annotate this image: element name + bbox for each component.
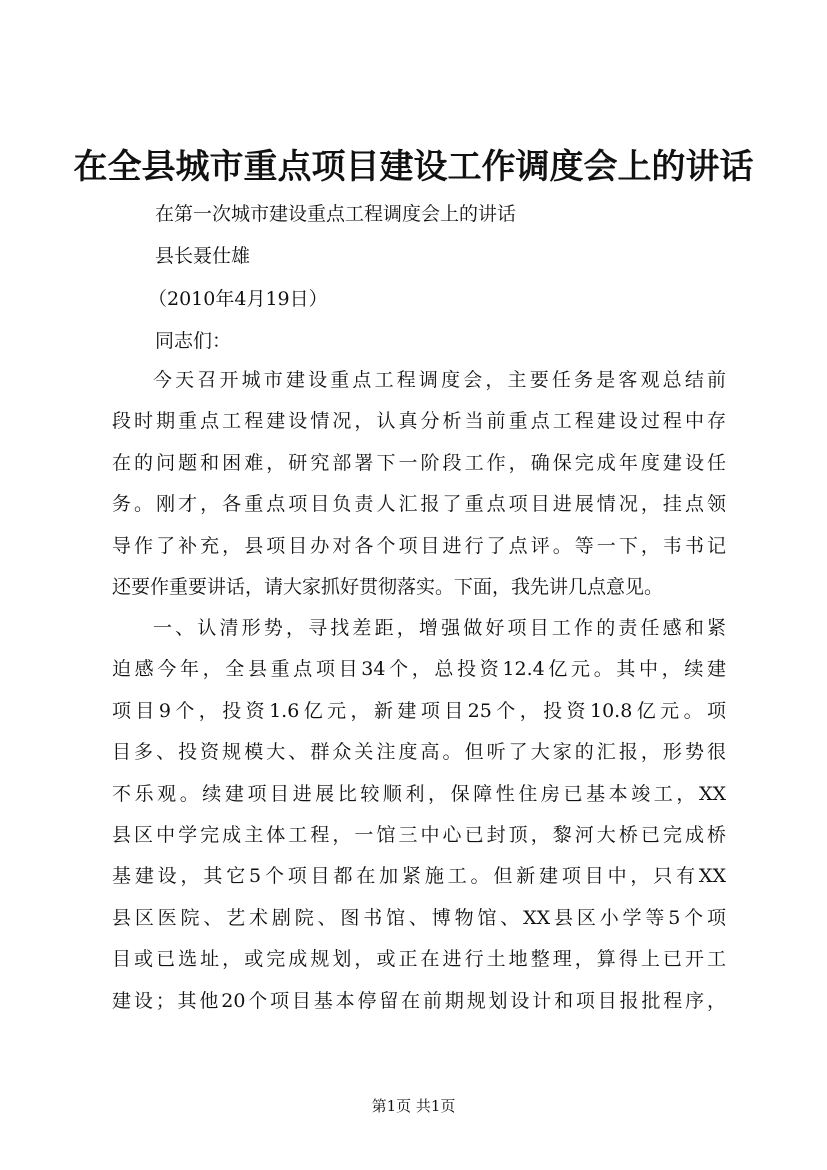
page-footer: 第1页 共1页 — [371, 1097, 456, 1115]
document-title: 在全县城市重点项目建设工作调度会上的讲话 — [73, 147, 754, 187]
paragraph-section-one — [112, 608, 726, 1022]
paragraph-line: 目多、投资规模大、群众关注度高。但听了大家的汇报，形势很 — [112, 741, 726, 764]
paragraph-line: 还要作重要讲话，请大家抓好贯彻落实。下面，我先讲几点意见。 — [112, 575, 664, 598]
paragraph-line: 不乐观。续建项目进展比较顺利，保障性住房已基本竣工，XX — [112, 782, 726, 805]
paragraph-line: 务。刚才，各重点项目负责人汇报了重点项目进展情况，挂点领 — [112, 493, 726, 516]
paragraph-line: 县区医院、艺术剧院、图书馆、博物馆、XX县区小学等5个项 — [112, 906, 726, 929]
paragraph-line: 导作了补充，县项目办对各个项目进行了点评。等一下，韦书记 — [112, 534, 726, 557]
paragraph-line: 基建设，其它5个项目都在加紧施工。但新建项目中，只有XX — [112, 865, 726, 888]
paragraph-line: 建设；其他20个项目基本停留在前期规划设计和项目报批程序， — [112, 989, 726, 1012]
paragraph-line: 县区中学完成主体工程，一馆三中心已封顶，黎河大桥已完成桥 — [112, 823, 726, 846]
paragraph-intro — [112, 360, 726, 608]
paragraph-line: 项目9个，投资1.6亿元，新建项目25个，投资10.8亿元。项 — [112, 699, 726, 722]
salutation: 同志们： — [155, 330, 232, 352]
paragraph-line: 目或已选址，或完成规划，或正在进行土地整理，算得上已开工 — [112, 948, 726, 971]
paragraph-line: 今天召开城市建设重点工程调度会，主要任务是客观总结前 — [153, 369, 726, 391]
paragraph-line: 段时期重点工程建设情况，认真分析当前重点工程建设过程中存 — [112, 410, 726, 433]
paragraph-line: 迫感今年，全县重点项目34个，总投资12.4亿元。其中，续建 — [112, 658, 726, 681]
speaker-line: 县长聂仕雄 — [155, 245, 251, 267]
paragraph-line: 一、认清形势，寻找差距，增强做好项目工作的责任感和紧 — [153, 617, 726, 639]
paragraph-line: 在的问题和困难，研究部署下一阶段工作，确保完成年度建设任 — [112, 451, 726, 474]
speech-subtitle: 在第一次城市建设重点工程调度会上的讲话 — [155, 203, 517, 225]
speech-date: （2010年4月19日） — [148, 288, 328, 310]
